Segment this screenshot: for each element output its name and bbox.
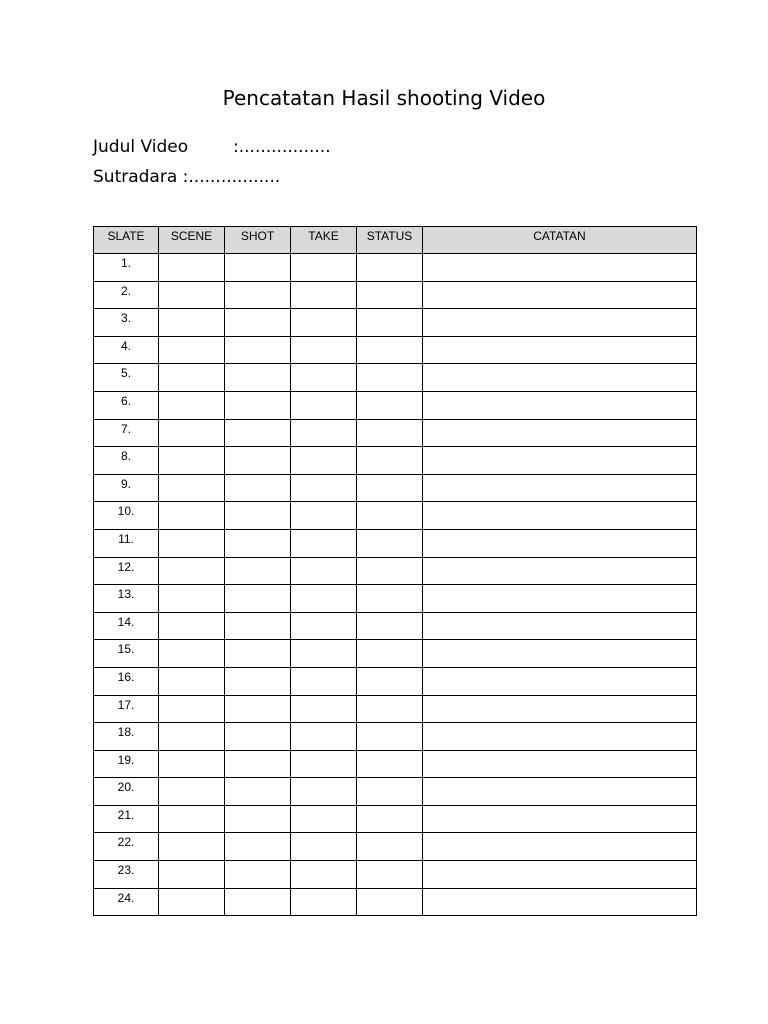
status-cell[interactable] bbox=[357, 750, 423, 778]
slate-number: 23. bbox=[94, 861, 159, 889]
slate-number: 7. bbox=[94, 419, 159, 447]
shot-cell[interactable] bbox=[225, 695, 291, 723]
shot-cell[interactable] bbox=[225, 254, 291, 282]
table-row bbox=[94, 667, 697, 695]
table-body bbox=[94, 254, 697, 916]
status-cell[interactable] bbox=[357, 502, 423, 530]
shot-cell[interactable] bbox=[225, 750, 291, 778]
shot-cell[interactable] bbox=[225, 336, 291, 364]
slate-number: 5. bbox=[94, 364, 159, 392]
status-cell[interactable] bbox=[357, 667, 423, 695]
scene-cell[interactable] bbox=[159, 419, 225, 447]
catatan-cell[interactable] bbox=[423, 778, 697, 806]
status-cell[interactable] bbox=[357, 529, 423, 557]
shot-cell[interactable] bbox=[225, 723, 291, 751]
take-cell[interactable] bbox=[291, 833, 357, 861]
slate-number: 9. bbox=[94, 474, 159, 502]
status-cell[interactable] bbox=[357, 391, 423, 419]
shot-cell[interactable] bbox=[225, 419, 291, 447]
scene-cell[interactable] bbox=[159, 861, 225, 889]
status-cell[interactable] bbox=[357, 474, 423, 502]
table-row bbox=[94, 778, 697, 806]
status-cell[interactable] bbox=[357, 281, 423, 309]
scene-cell[interactable] bbox=[159, 667, 225, 695]
shot-cell[interactable] bbox=[225, 861, 291, 889]
catatan-cell[interactable] bbox=[423, 888, 697, 916]
field-judul-video bbox=[93, 137, 331, 157]
slate-number: 14. bbox=[94, 612, 159, 640]
take-cell[interactable] bbox=[291, 667, 357, 695]
slate-number: 11. bbox=[94, 529, 159, 557]
shot-cell[interactable] bbox=[225, 391, 291, 419]
take-cell[interactable] bbox=[291, 364, 357, 392]
scene-cell[interactable] bbox=[159, 309, 225, 337]
catatan-cell[interactable] bbox=[423, 281, 697, 309]
field-label-sutradara: Sutradara bbox=[93, 167, 178, 187]
take-cell[interactable] bbox=[291, 309, 357, 337]
take-cell[interactable] bbox=[291, 723, 357, 751]
status-cell[interactable] bbox=[357, 640, 423, 668]
shot-cell[interactable] bbox=[225, 805, 291, 833]
take-cell[interactable] bbox=[291, 888, 357, 916]
slate-number: 22. bbox=[94, 833, 159, 861]
table-row bbox=[94, 364, 697, 392]
scene-cell[interactable] bbox=[159, 529, 225, 557]
catatan-cell[interactable] bbox=[423, 557, 697, 585]
status-cell[interactable] bbox=[357, 254, 423, 282]
status-cell[interactable] bbox=[357, 861, 423, 889]
catatan-cell[interactable] bbox=[423, 695, 697, 723]
catatan-cell[interactable] bbox=[423, 474, 697, 502]
shot-cell[interactable] bbox=[225, 667, 291, 695]
shooting-log-table bbox=[93, 226, 697, 916]
table-row bbox=[94, 502, 697, 530]
table-row bbox=[94, 447, 697, 475]
shot-cell[interactable] bbox=[225, 281, 291, 309]
take-cell[interactable] bbox=[291, 612, 357, 640]
table-row bbox=[94, 723, 697, 751]
status-cell[interactable] bbox=[357, 778, 423, 806]
catatan-cell[interactable] bbox=[423, 723, 697, 751]
scene-cell[interactable] bbox=[159, 833, 225, 861]
status-cell[interactable] bbox=[357, 309, 423, 337]
shot-cell[interactable] bbox=[225, 640, 291, 668]
status-cell[interactable] bbox=[357, 364, 423, 392]
status-cell[interactable] bbox=[357, 557, 423, 585]
slate-number: 6. bbox=[94, 391, 159, 419]
status-cell[interactable] bbox=[357, 612, 423, 640]
take-cell[interactable] bbox=[291, 474, 357, 502]
catatan-cell[interactable] bbox=[423, 585, 697, 613]
catatan-cell[interactable] bbox=[423, 861, 697, 889]
scene-cell[interactable] bbox=[159, 502, 225, 530]
table-row bbox=[94, 833, 697, 861]
catatan-cell[interactable] bbox=[423, 447, 697, 475]
table-row bbox=[94, 612, 697, 640]
catatan-cell[interactable] bbox=[423, 391, 697, 419]
take-cell[interactable] bbox=[291, 336, 357, 364]
take-cell[interactable] bbox=[291, 640, 357, 668]
catatan-cell[interactable] bbox=[423, 750, 697, 778]
catatan-cell[interactable] bbox=[423, 805, 697, 833]
scene-cell[interactable] bbox=[159, 474, 225, 502]
slate-number: 18. bbox=[94, 723, 159, 751]
scene-cell[interactable] bbox=[159, 640, 225, 668]
slate-number: 4. bbox=[94, 336, 159, 364]
table-row bbox=[94, 336, 697, 364]
catatan-cell[interactable] bbox=[423, 254, 697, 282]
slate-number: 17. bbox=[94, 695, 159, 723]
status-cell[interactable] bbox=[357, 833, 423, 861]
catatan-cell[interactable] bbox=[423, 612, 697, 640]
header-catatan: CATATAN bbox=[423, 227, 697, 254]
scene-cell[interactable] bbox=[159, 723, 225, 751]
shot-cell[interactable] bbox=[225, 474, 291, 502]
take-cell[interactable] bbox=[291, 585, 357, 613]
shot-cell[interactable] bbox=[225, 364, 291, 392]
slate-number: 2. bbox=[94, 281, 159, 309]
header-take: TAKE bbox=[291, 227, 357, 254]
slate-number: 13. bbox=[94, 585, 159, 613]
slate-number: 3. bbox=[94, 309, 159, 337]
status-cell[interactable] bbox=[357, 888, 423, 916]
scene-cell[interactable] bbox=[159, 750, 225, 778]
shot-cell[interactable] bbox=[225, 612, 291, 640]
scene-cell[interactable] bbox=[159, 336, 225, 364]
table-row bbox=[94, 557, 697, 585]
header-status: STATUS bbox=[357, 227, 423, 254]
table-row bbox=[94, 309, 697, 337]
slate-number: 10. bbox=[94, 502, 159, 530]
document-title: Pencatatan Hasil shooting Video bbox=[222, 86, 546, 110]
table-row bbox=[94, 254, 697, 282]
slate-number: 1. bbox=[94, 254, 159, 282]
scene-cell[interactable] bbox=[159, 391, 225, 419]
table-row bbox=[94, 861, 697, 889]
catatan-cell[interactable] bbox=[423, 419, 697, 447]
catatan-cell[interactable] bbox=[423, 364, 697, 392]
shot-cell[interactable] bbox=[225, 502, 291, 530]
scene-cell[interactable] bbox=[159, 695, 225, 723]
shot-cell[interactable] bbox=[225, 888, 291, 916]
shot-cell[interactable] bbox=[225, 778, 291, 806]
table-row bbox=[94, 888, 697, 916]
scene-cell[interactable] bbox=[159, 364, 225, 392]
slate-number: 12. bbox=[94, 557, 159, 585]
take-cell[interactable] bbox=[291, 529, 357, 557]
take-cell[interactable] bbox=[291, 557, 357, 585]
field-value-judul-video[interactable]: :................. bbox=[233, 137, 331, 157]
take-cell[interactable] bbox=[291, 861, 357, 889]
table-row bbox=[94, 281, 697, 309]
slate-number: 16. bbox=[94, 667, 159, 695]
scene-cell[interactable] bbox=[159, 254, 225, 282]
header-slate: SLATE bbox=[94, 227, 159, 254]
catatan-cell[interactable] bbox=[423, 640, 697, 668]
status-cell[interactable] bbox=[357, 695, 423, 723]
status-cell[interactable] bbox=[357, 585, 423, 613]
catatan-cell[interactable] bbox=[423, 529, 697, 557]
scene-cell[interactable] bbox=[159, 585, 225, 613]
take-cell[interactable] bbox=[291, 778, 357, 806]
shot-cell[interactable] bbox=[225, 447, 291, 475]
take-cell[interactable] bbox=[291, 391, 357, 419]
slate-number: 21. bbox=[94, 805, 159, 833]
table-row bbox=[94, 474, 697, 502]
header-scene: SCENE bbox=[159, 227, 225, 254]
shot-cell[interactable] bbox=[225, 309, 291, 337]
table-row bbox=[94, 391, 697, 419]
table-row bbox=[94, 640, 697, 668]
field-sutradara bbox=[93, 167, 280, 187]
take-cell[interactable] bbox=[291, 750, 357, 778]
scene-cell[interactable] bbox=[159, 557, 225, 585]
table-row bbox=[94, 529, 697, 557]
shot-cell[interactable] bbox=[225, 557, 291, 585]
header-shot: SHOT bbox=[225, 227, 291, 254]
slate-number: 8. bbox=[94, 447, 159, 475]
scene-cell[interactable] bbox=[159, 805, 225, 833]
scene-cell[interactable] bbox=[159, 281, 225, 309]
table-row bbox=[94, 695, 697, 723]
take-cell[interactable] bbox=[291, 419, 357, 447]
slate-number: 15. bbox=[94, 640, 159, 668]
catatan-cell[interactable] bbox=[423, 309, 697, 337]
slate-number: 19. bbox=[94, 750, 159, 778]
catatan-cell[interactable] bbox=[423, 336, 697, 364]
slate-number: 20. bbox=[94, 778, 159, 806]
catatan-cell[interactable] bbox=[423, 833, 697, 861]
status-cell[interactable] bbox=[357, 336, 423, 364]
status-cell[interactable] bbox=[357, 805, 423, 833]
table-row bbox=[94, 585, 697, 613]
take-cell[interactable] bbox=[291, 805, 357, 833]
take-cell[interactable] bbox=[291, 695, 357, 723]
status-cell[interactable] bbox=[357, 447, 423, 475]
table-header-row bbox=[94, 227, 697, 254]
shot-cell[interactable] bbox=[225, 585, 291, 613]
slate-number: 24. bbox=[94, 888, 159, 916]
table-row bbox=[94, 805, 697, 833]
shot-cell[interactable] bbox=[225, 833, 291, 861]
field-label-judul-video: Judul Video bbox=[93, 137, 189, 157]
scene-cell[interactable] bbox=[159, 612, 225, 640]
take-cell[interactable] bbox=[291, 447, 357, 475]
status-cell[interactable] bbox=[357, 723, 423, 751]
scene-cell[interactable] bbox=[159, 778, 225, 806]
take-cell[interactable] bbox=[291, 254, 357, 282]
shot-cell[interactable] bbox=[225, 529, 291, 557]
status-cell[interactable] bbox=[357, 419, 423, 447]
take-cell[interactable] bbox=[291, 502, 357, 530]
table-row bbox=[94, 750, 697, 778]
scene-cell[interactable] bbox=[159, 447, 225, 475]
table-row bbox=[94, 419, 697, 447]
field-value-sutradara[interactable]: :................. bbox=[177, 167, 281, 187]
catatan-cell[interactable] bbox=[423, 502, 697, 530]
take-cell[interactable] bbox=[291, 281, 357, 309]
scene-cell[interactable] bbox=[159, 888, 225, 916]
catatan-cell[interactable] bbox=[423, 667, 697, 695]
